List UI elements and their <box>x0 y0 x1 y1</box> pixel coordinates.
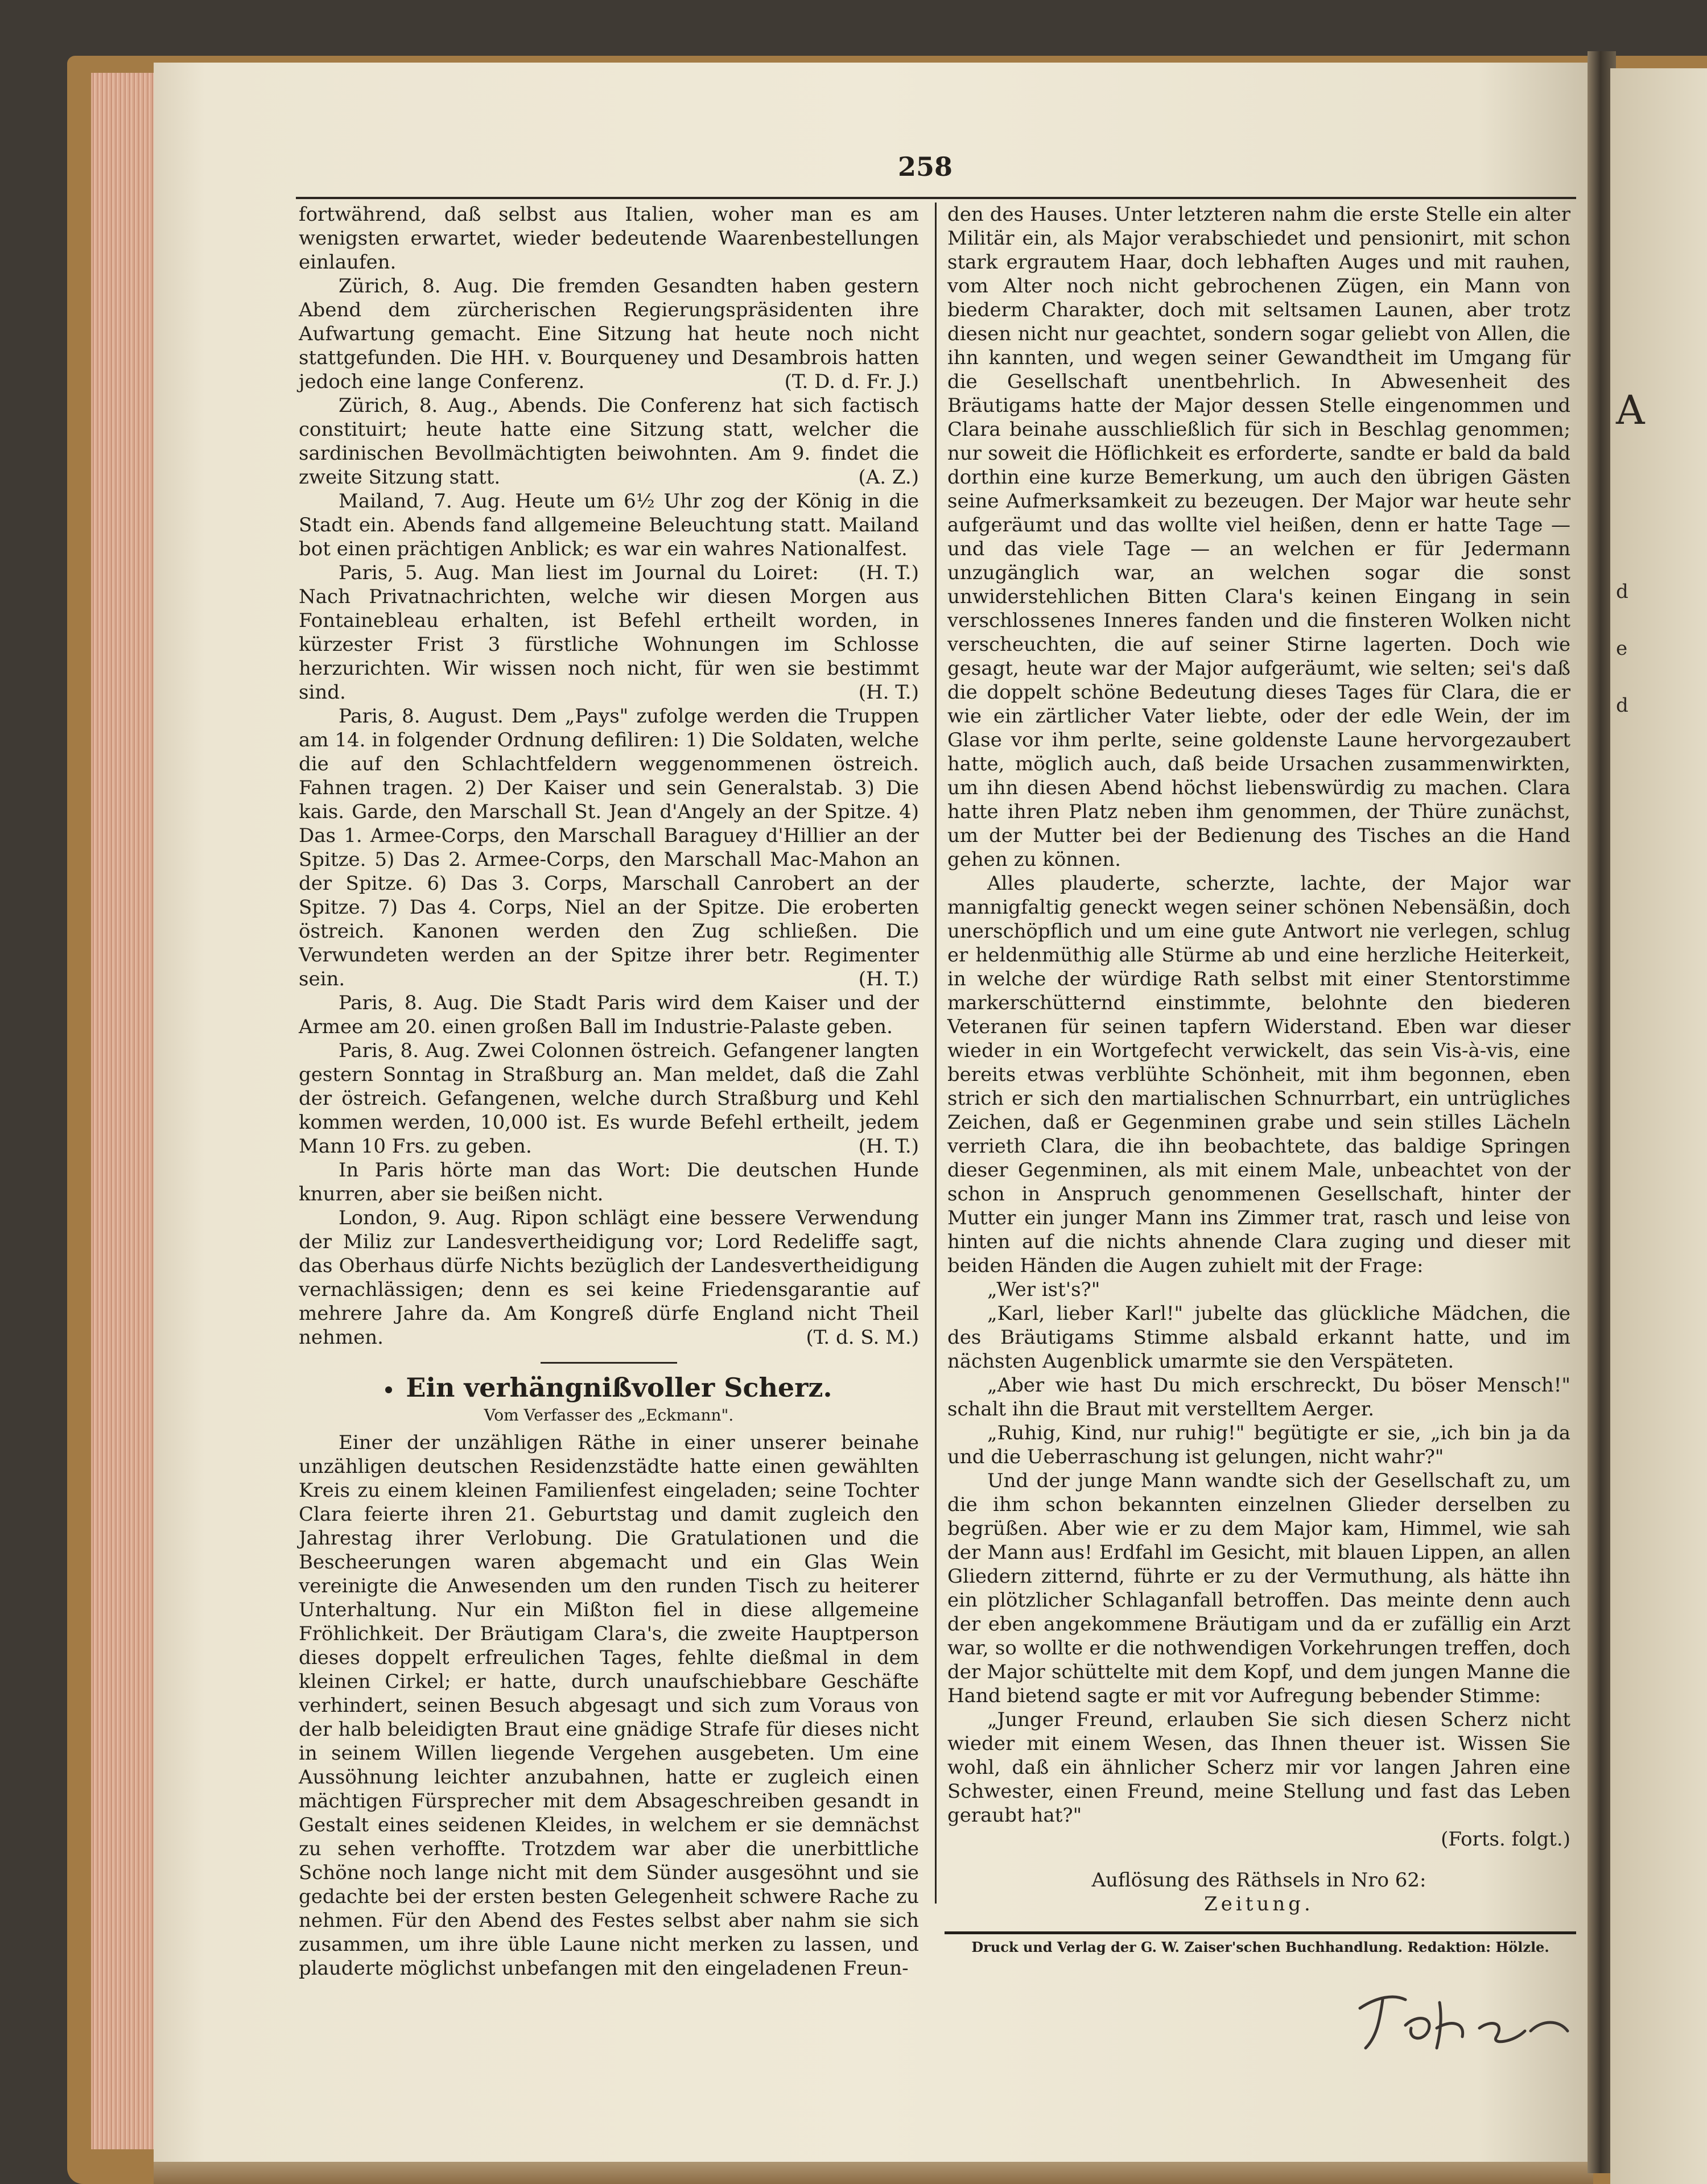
news-source: (H. T.) <box>858 681 919 704</box>
news-item <box>299 991 919 1039</box>
right-column <box>947 203 1570 1916</box>
story-paragraph <box>947 1469 1570 1708</box>
news-item <box>299 203 919 274</box>
news-item <box>299 489 919 584</box>
news-item <box>299 274 919 394</box>
story-paragraph <box>947 1302 1570 1373</box>
news-source: (H. T.) <box>858 1135 919 1158</box>
story-title <box>299 1370 919 1405</box>
next-page-fragment: A <box>1616 387 1645 434</box>
news-item-text: fortwährend, daß selbst aus Italien, woher man es am wenigsten erwartet, wieder bedeutende Waarenbestellungen einlaufen. <box>299 203 919 274</box>
news-item-text: Paris, 8. Aug. Die Stadt Paris wird dem Kaiser und der Armee am 20. einen großen Ball im Industrie-Palaste geben. <box>299 992 919 1038</box>
story-paragraph-text: Einer der unzähligen Räthe in einer unserer beinahe unzähligen deutschen Residenzstädte hatte einen gewählten Kreis zu einem kleinen Familienfest eingeladen; seine Tochter Clara feierte ihren 21. Geburtstag und damit zugleich den Jahrestag ihrer Verlobung. Die Gratulationen und die Bescheerungen waren abgemacht und ein Glas Wein vereinigte die Anwesenden um den runden Tisch zu heiterer Unterhaltung. Nur ein Mißton fiel in diese allgemeine Fröhlichkeit. Der Bräutigam Clara's, die zweite Hauptperson dieses doppelt erfreulichen Tages, fehlte dießmal in dem kleinen Cirkel; er hatte, durch unaufschiebbare Geschäfte verhindert, seinen Besuch abgesagt und sich zum Voraus von der halb beleidigten Braut eine gnädige Strafe für dieses nicht in seinem Willen liegende Vergehen ausgebeten. Um eine Aussöhnung leichter anzubahnen, hatte er zugleich einen mächtigen Fürsprecher mit dem Absageschreiben gesandt in Gestalt eines seidenen Kleides, in welchem er sie demnächst zu sehen verhoffte. Trotzdem war aber die unerbittliche Schöne noch lange nicht mit dem Sünder ausgesöhnt und sie gedachte bei der ersten besten Gelegenheit schwere Rache zu nehmen. Für den Abend des Festes selbst aber nahm sie sich zusammen, um ihre üble Laune nicht merken zu lassen, und plauderte möglichst unbefangen mit den eingeladenen Freun- <box>299 1431 919 1980</box>
story-paragraph-text: „Aber wie hast Du mich erschreckt, Du böser Mensch!" schalt ihn die Braut mit verstelltem Aerger. <box>947 1374 1570 1421</box>
story-paragraph-text: „Karl, lieber Karl!" jubelte das glückliche Mädchen, die des Bräutigams Stimme alsbald erkannt hatte, und im nächsten Augenblick umarmte sie den Verspäteten. <box>947 1302 1570 1373</box>
column-separator <box>935 203 937 1904</box>
imprint-line: Druck und Verlag der G. W. Zaiser'schen Buchhandlung. Redaktion: Hölzle. <box>971 1939 1549 1955</box>
next-page-fragment: d <box>1616 694 1628 717</box>
news-item <box>299 1158 919 1206</box>
continuation-note: (Forts. folgt.) <box>1441 1828 1570 1851</box>
story-byline: Vom Verfasser des „Eckmann". <box>484 1406 734 1425</box>
story-paragraph <box>947 1373 1570 1421</box>
story-paragraph-text: Und der junge Mann wandte sich der Gesellschaft zu, um die ihm schon bekannten einzelnen Glieder derselben zu begrüßen. Aber wie er zu dem Major kam, Himmel, wie sah der Mann aus! Erdfahl im Gesicht, mit blauen Lippen, an allen Gliedern zitternd, führte er zu der Vermuthung, als hätte ihn ein plötzlicher Schlaganfall betroffen. Das meinte denn auch der eben angekommene Bräutigam und da er zufällig ein Arzt war, so wollte er die nothwendigen Vorkehrungen treffen, doch der Major schüttelte mit dem Kopf, und dem jungen Manne die Hand bietend sagte er mit vor Aufregung bebender Stimme: <box>947 1469 1570 1707</box>
riddle-answer: Zeitung. <box>1204 1893 1314 1915</box>
news-item-text: Paris, 8. August. Dem „Pays" zufolge werden die Truppen am 14. in folgender Ordnung defiliren: 1) Die Soldaten, welche die auf den Schlachtfeldern weggenommenen östreich. Fahnen tragen. 2) Der Kaiser und sein Generalstab. 3) Die kais. Garde, den Marschall St. Jean d'Angely an der Spitze. 4) Das 1. Armee-Corps, den Marschall Baraguey d'Hillier an der Spitze. 5) Das 2. Armee-Corps, den Marschall Mac-Mahon an der Spitze. 6) Das 3. Corps, Marschall Canrobert an der Spitze. 7) Das 4. Corps, Niel an der Spitze. Die eroberten östreich. Kanonen werden den Zug schließen. Die Verwundeten werden an der Spitze ihrer betr. Regimenter sein. <box>299 705 919 990</box>
riddle-heading: Auflösung des Räthsels in Nro 62: <box>1091 1869 1426 1892</box>
news-item-text: Zürich, 8. Aug., Abends. Die Conferenz hat sich factisch constituirt; heute hatte eine Sitzung statt, welcher die sardinischen Bevollmächtigten beiwohnten. Am 9. findet die zweite Sitzung statt. <box>299 394 919 489</box>
story-paragraph <box>947 1421 1570 1469</box>
news-source: (T. D. d. Fr. J.) <box>784 370 919 393</box>
news-source: (H. T.) <box>858 562 919 584</box>
news-item <box>299 1206 919 1349</box>
story-paragraph <box>947 872 1570 1278</box>
story-paragraph-text: „Junger Freund, erlauben Sie sich diesen Scherz nicht wieder mit einem Wesen, das Ihnen theuer ist. Wissen Sie wohl, daß ein ähnlicher Scherz mir vor langen Jahren eine Schwester, einen Freund, meine Stellung und fast das Leben geraubt hat?" <box>947 1708 1570 1827</box>
story-title-text: Ein verhängnißvoller Scherz. <box>406 1372 832 1403</box>
news-item <box>299 394 919 489</box>
news-source: (H. T.) <box>858 968 919 990</box>
story-paragraph <box>947 1708 1570 1827</box>
header-rule <box>296 197 1576 199</box>
bullet-ornament <box>385 1386 392 1393</box>
news-item-text: Paris, 5. Aug. Man liest im Journal du Loiret: Nach Privatnachrichten, welche wir diesen Morgen aus Fontainebleau erhalten, ist Befehl ertheilt worden, in kürzester Frist 3 fürstliche Wohnungen im Schlosse herzurichten. Wir wissen noch nicht, für wen sie bestimmt sind. <box>299 562 919 704</box>
story-paragraph <box>947 203 1570 872</box>
news-source: (A. Z.) <box>858 466 919 489</box>
news-item-text: Paris, 8. Aug. Zwei Colonnen östreich. Gefangener langten gestern Sonntag in Straßburg an. Man meldet, daß die Zahl der östreich. Gefangenen, welche durch Straßburg und Kehl kommen werden, 10,000 ist. Es wurde Befehl ertheilt, jedem Mann 10 Frs. zu geben. <box>299 1039 919 1158</box>
handwritten-signature <box>1343 1974 1582 2059</box>
news-source: (T. d. S. M.) <box>806 1326 919 1349</box>
story-paragraph <box>947 1278 1570 1302</box>
story-paragraph-text: den des Hauses. Unter letzteren nahm die erste Stelle ein alter Militär ein, als Major verabschiedet und pensionirt, mit schon stark ergrautem Haar, doch lebhaften Auges und mit rauhen, vom Alter noch nicht gebrochenen Zügen, ein Mann von biederm Charakter, doch mit seltsamen Launen, aber trotz diesen nicht nur geachtet, sondern sogar geliebt von Allen, die ihn kannten, und wegen seiner Gewandtheit im Umgang für die Gesellschaft unentbehrlich. In Abwesenheit des Bräutigams hatte der Major dessen Stelle eingenommen und Clara beinahe ausschließlich für sich in Beschlag genommen; nur soweit die Höflichkeit es erforderte, sandte er bald da bald dorthin eine kurze Bemerkung, um auch den übrigen Gästen seine Aufmerksamkeit zu bezeugen. Der Major war heute sehr aufgeräumt und das wollte viel heißen, denn er hatte Tage — und das viele Tage — an welchen er für Jedermann unzugänglich war, an welchen sogar die sonst unwiderstehlichen Bitten Clara's keinen Eingang in sein verschlossenes Inneres fanden und die finsteren Wolken nicht verscheuchten, die auf seiner Stirne lagerten. Doch wie gesagt, heute war der Major aufgeräumt, wie selten; sei's daß die doppelt schöne Bedeutung dieses Tages für Clara, die er wie ein zärtlicher Vater liebte, oder der edle Wein, der im Glase vor ihm perlte, seine goldenste Laune hervorgezaubert hatte, möglich auch, daß beide Ursachen zusammenwirkten, um ihn diesen Abend höchst liebenswürdig zu machen. Clara hatte ihren Platz neben ihm genommen, der Thüre zunächst, um der Mutter bei der Bedienung des Tisches an die Hand gehen zu können. <box>947 203 1570 871</box>
next-page-edge <box>1610 68 1707 2184</box>
story-continuation <box>947 203 1570 1827</box>
news-item-text: Mailand, 7. Aug. Heute um 6½ Uhr zog der König in die Stadt ein. Abends fand allgemeine Beleuchtung statt. Mailand bot einen prächtigen Anblick; es war ein wahres Nationalfest. <box>299 490 919 560</box>
section-divider <box>541 1362 677 1364</box>
story-paragraph <box>299 1431 919 1980</box>
page-edges <box>91 73 159 2149</box>
next-page-fragment: e <box>1616 637 1628 660</box>
news-item-text: Zürich, 8. Aug. Die fremden Gesandten haben gestern Abend dem zürcherischen Regierungspräsidenten ihre Aufwartung gemacht. Eine Sitzung hat heute noch nicht stattgefunden. Die HH. v. Bourqueney und Desambrois hatten jedoch eine lange Conferenz. <box>299 275 919 393</box>
next-page-fragment: d <box>1616 580 1628 603</box>
story-body <box>299 1431 919 1980</box>
imprint-rule <box>945 1931 1576 1934</box>
news-item-text: In Paris hörte man das Wort: Die deutschen Hunde knurren, aber sie beißen nicht. <box>299 1159 919 1205</box>
page-number: 258 <box>898 151 953 182</box>
news-item-text: London, 9. Aug. Ripon schlägt eine bessere Verwendung der Miliz zur Landesvertheidigung vor; Lord Redeliffe sagt, das Oberhaus dürfe Nichts bezüglich der Landesvertheidigung vernachlässigen; denn es sei keine Friedensgarantie auf mehrere Jahre da. Am Kongreß dürfe England nicht Theil nehmen. <box>299 1207 919 1349</box>
story-paragraph-text: „Ruhig, Kind, nur ruhig!" begütigte er sie, „ich bin ja da und die Ueberraschung ist gelungen, nicht wahr?" <box>947 1422 1570 1468</box>
story-paragraph-text: Alles plauderte, scherzte, lachte, der Major war mannigfaltig geneckt wegen seiner schönen Nebensäßin, doch unerschöpflich und um eine gute Antwort nie verlegen, schlug er heldenmüthig alle Stürme ab und eine herzliche Heiterkeit, in welche der würdige Rath selbst mit einer Stentorstimme markerschütternd einstimmte, belohnte den biederen Veteranen für seinen tapfern Widerstand. Eben war dieser wieder in ein Wortgefecht verwickelt, das sein Vis-à-vis, eine bereits etwas verblühte Schönheit, mit ihm begonnen, eben strich er sich den martialischen Schnurrbart, ein untrügliches Zeichen, daß er Gegenminen grabe und sein stilles Lächeln verrieth Clara, die ihn beobachtete, das baldige Springen dieser Gegenminen, als mit einem Male, unbeachtet von der schon in Anspruch genommenen Gesellschaft, hinter der Mutter ein junger Mann ins Zimmer trat, rasch und leise von hinten auf die nichts ahnende Clara zuging und dieser mit beiden Händen die Augen zuhielt mit der Frage: <box>947 872 1570 1277</box>
news-item <box>299 1039 919 1158</box>
news-item <box>299 704 919 991</box>
news-list <box>299 203 919 1349</box>
left-column <box>299 203 919 1980</box>
story-paragraph-text: „Wer ist's?" <box>987 1278 1100 1301</box>
